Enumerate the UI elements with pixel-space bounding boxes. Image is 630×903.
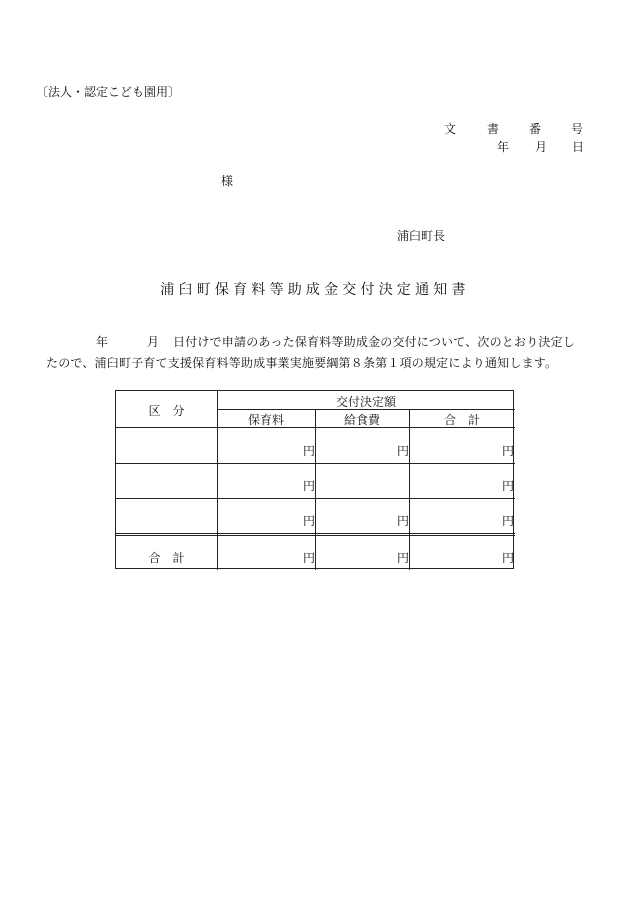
issuer-name: 浦臼町長 bbox=[397, 229, 446, 243]
fee-yen: 円 bbox=[303, 444, 316, 458]
fee-total-yen: 円 bbox=[303, 551, 316, 565]
total-yen: 円 bbox=[502, 479, 515, 493]
document-number-char: 号 bbox=[571, 122, 584, 136]
column-header-total: 合 計 bbox=[443, 413, 480, 427]
fee-yen: 円 bbox=[303, 514, 316, 528]
meal-yen: 円 bbox=[397, 444, 410, 458]
addressee-honorific: 様 bbox=[221, 174, 234, 188]
document-number-char: 書 bbox=[487, 122, 500, 136]
decision-amount-header: 交付決定額 bbox=[335, 395, 396, 409]
column-divider bbox=[409, 409, 410, 570]
date-day-char: 日 bbox=[572, 140, 585, 154]
document-number-char: 番 bbox=[529, 122, 542, 136]
fee-yen: 円 bbox=[303, 479, 316, 493]
grant-decision-table bbox=[115, 390, 514, 569]
grand-total-yen: 円 bbox=[502, 551, 515, 565]
body-line-2: たので、浦臼町子育て支援保育料等助成事業実施要綱第８条第１項の規定により通知します。 bbox=[46, 356, 558, 370]
total-yen: 円 bbox=[502, 514, 515, 528]
meal-total-yen: 円 bbox=[397, 551, 410, 565]
date-year-char: 年 bbox=[497, 140, 510, 154]
body-month-char: 月 bbox=[147, 335, 160, 349]
category-header: 区 分 bbox=[148, 404, 185, 418]
date-month-char: 月 bbox=[535, 140, 548, 154]
document-title: 浦臼町保育料等助成金交付決定通知書 bbox=[160, 282, 470, 298]
document-number-char: 文 bbox=[444, 122, 457, 136]
meal-yen: 円 bbox=[397, 514, 410, 528]
column-header-fee: 保育料 bbox=[247, 413, 284, 427]
total-yen: 円 bbox=[502, 444, 515, 458]
body-year-char: 年 bbox=[96, 335, 109, 349]
total-row-label: 合 計 bbox=[148, 551, 185, 565]
document-category-label: 〔法人・認定こども園用〕 bbox=[36, 85, 181, 99]
body-line-1: 日付けで申請のあった保育料等助成金の交付について、次のとおり決定し bbox=[173, 335, 576, 349]
column-divider bbox=[315, 409, 316, 570]
column-header-meal: 給食費 bbox=[343, 413, 380, 427]
